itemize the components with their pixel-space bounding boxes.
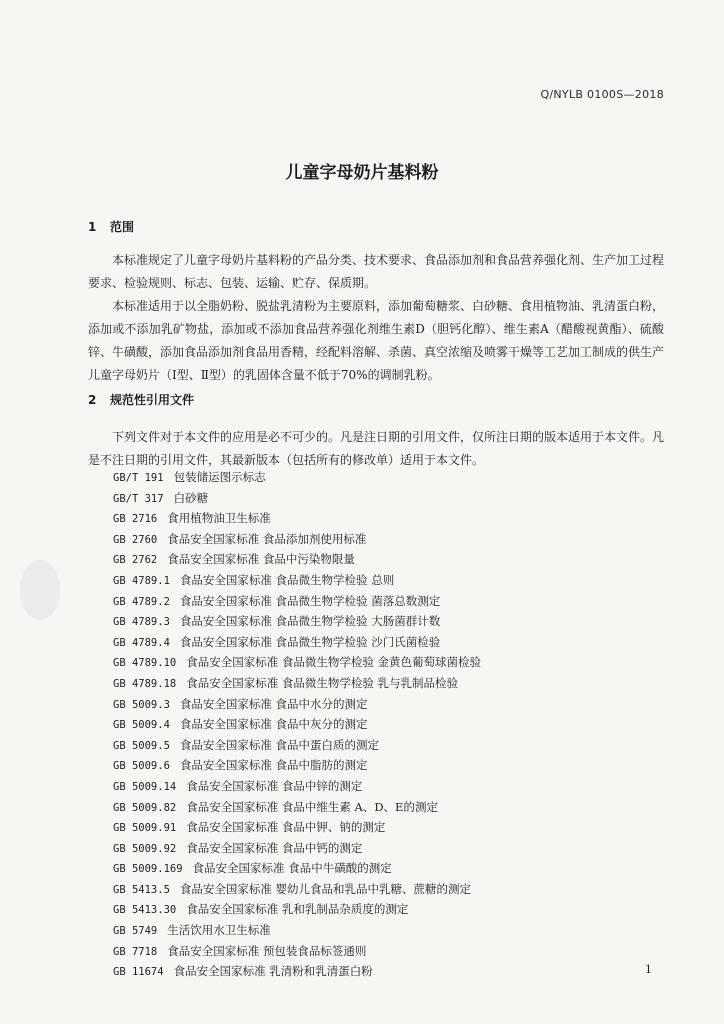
reference-title: 食品安全国家标准 食品中钙的测定 [186, 840, 363, 855]
reference-code: GB 5009.169 [113, 863, 183, 876]
reference-item [113, 880, 481, 901]
reference-code: GB 5009.92 [113, 842, 177, 855]
section-heading-references [88, 391, 194, 408]
section-heading-scope [88, 218, 134, 235]
reference-title: 食品安全国家标准 预包装食品标签通则 [167, 943, 367, 958]
reference-code: GB/T 191 [113, 472, 164, 484]
reference-item [113, 571, 481, 592]
scope-paragraph-2: 本标准适用于以全脂奶粉、脱盐乳清粉为主要原料，添加葡萄糖浆、白砂糖、食用植物油、乳清蛋白粉，添加或不添加乳矿物盐，添加或不添加食品营养强化剂维生素D（胆钙化醇）、维生素A（醋酸视黄酯）、硫酸锌、牛磺酸，添加食品添加剂食品用香精，经配料溶解、杀菌、真空浓缩及喷雾干燥等工艺加工制成的供生产儿童字母奶片（Ⅰ型、Ⅱ型）的乳固体含量不低于70%的调制乳粉。 [88, 299, 665, 382]
reference-item [113, 509, 481, 530]
reference-title: 食品安全国家标准 乳清粉和乳清蛋白粉 [173, 964, 373, 979]
reference-item [113, 592, 481, 613]
reference-code: GB 4789.3 [113, 616, 170, 629]
reference-code: GB 5009.4 [113, 719, 170, 732]
reference-title: 食品安全国家标准 食品微生物学检验 金黄色葡萄球菌检验 [186, 655, 482, 670]
reference-code: GB 4789.1 [113, 574, 170, 587]
reference-code: GB 2760 [113, 533, 158, 546]
reference-item [113, 839, 481, 860]
reference-item [113, 777, 481, 798]
reference-code: GB 5009.5 [113, 739, 170, 752]
reference-item [113, 962, 481, 983]
reference-code: GB 4789.10 [113, 657, 177, 670]
reference-item [113, 530, 481, 551]
reference-code: GB 4789.18 [113, 677, 177, 690]
section-title: 范围 [110, 220, 135, 234]
reference-item [113, 715, 481, 736]
scan-smudge [20, 560, 60, 620]
reference-title: 食用植物油卫生标准 [167, 511, 271, 526]
page-number: 1 [645, 963, 652, 976]
section-number: 2 [88, 393, 97, 407]
scope-paragraph-1: 本标准规定了儿童字母奶片基料粉的产品分类、技术要求、食品添加剂和食品营养强化剂、生产加工过程要求、检验规则、标志、包装、运输、贮存、保质期。 [88, 253, 665, 290]
reference-code: GB 7718 [113, 945, 158, 958]
reference-code: GB 5009.6 [113, 760, 170, 773]
reference-title: 食品安全国家标准 乳和乳制品杂质度的测定 [186, 902, 409, 917]
reference-code: GB 5413.5 [113, 883, 170, 896]
reference-code: GB 5009.3 [113, 698, 170, 711]
reference-title: 食品安全国家标准 食品中牛磺酸的测定 [192, 861, 392, 876]
reference-item [113, 468, 481, 489]
reference-code: GB 5749 [113, 925, 158, 938]
reference-item [113, 736, 481, 757]
reference-title: 食品安全国家标准 婴幼儿食品和乳品中乳糖、蔗糖的测定 [179, 881, 472, 896]
reference-title: 白砂糖 [173, 490, 209, 505]
reference-item [113, 756, 481, 777]
reference-title: 食品安全国家标准 食品微生物学检验 乳与乳制品检验 [186, 675, 459, 690]
reference-item [113, 633, 481, 654]
reference-item [113, 798, 481, 819]
reference-code: GB/T 317 [113, 492, 164, 505]
reference-code: GB 2762 [113, 554, 158, 567]
reference-code: GB 4789.2 [113, 595, 170, 608]
references-intro: 下列文件对于本文件的应用是必不可少的。凡是注日期的引用文件，仅所注日期的版本适用于本文件。凡是不注日期的引用文件，其最新版本（包括所有的修改单）适用于本文件。 [88, 430, 665, 467]
reference-title: 食品安全国家标准 食品中脂肪的测定 [179, 758, 368, 773]
reference-code: GB 5009.91 [113, 822, 177, 835]
reference-code: GB 5009.14 [113, 780, 177, 793]
reference-item [113, 674, 481, 695]
reference-title: 食品安全国家标准 食品中蛋白质的测定 [179, 737, 380, 752]
reference-code: GB 5413.30 [113, 904, 177, 917]
reference-item [113, 695, 481, 716]
reference-title: 食品安全国家标准 食品中维生素 A、D、E的测定 [186, 799, 438, 814]
reference-code: GB 2716 [113, 513, 158, 526]
reference-title: 食品安全国家标准 食品中污染物限量 [167, 552, 355, 567]
reference-title: 食品安全国家标准 食品微生物学检验 大肠菌群计数 [179, 614, 441, 629]
reference-item [113, 550, 481, 571]
reference-code: GB 4789.4 [113, 636, 170, 649]
reference-list [113, 468, 481, 983]
reference-title: 食品安全国家标准 食品中灰分的测定 [179, 717, 368, 732]
standard-code: Q/NYLB 0100S—2018 [540, 88, 664, 101]
reference-title: 食品安全国家标准 食品中锌的测定 [186, 778, 363, 793]
reference-item [113, 612, 481, 633]
reference-item [113, 489, 481, 510]
reference-item [113, 900, 481, 921]
reference-item [113, 921, 481, 942]
reference-title: 食品安全国家标准 食品中钾、钠的测定 [186, 820, 386, 835]
reference-title: 食品安全国家标准 食品中水分的测定 [179, 696, 368, 711]
reference-item [113, 653, 481, 674]
reference-item [113, 942, 481, 963]
reference-title: 食品安全国家标准 食品微生物学检验 总则 [179, 572, 395, 587]
reference-title: 包装储运图示标志 [173, 470, 266, 484]
reference-code: GB 11674 [113, 966, 164, 979]
reference-title: 食品安全国家标准 食品添加剂使用标准 [167, 531, 367, 546]
reference-title: 食品安全国家标准 食品微生物学检验 沙门氏菌检验 [179, 634, 441, 649]
document-title: 儿童字母奶片基料粉 [285, 163, 439, 183]
reference-item [113, 818, 481, 839]
reference-title: 生活饮用水卫生标准 [167, 923, 271, 938]
section-title: 规范性引用文件 [110, 393, 195, 407]
reference-item [113, 859, 481, 880]
reference-title: 食品安全国家标准 食品微生物学检验 菌落总数测定 [179, 593, 441, 608]
reference-code: GB 5009.82 [113, 801, 177, 814]
section-number: 1 [88, 220, 97, 234]
